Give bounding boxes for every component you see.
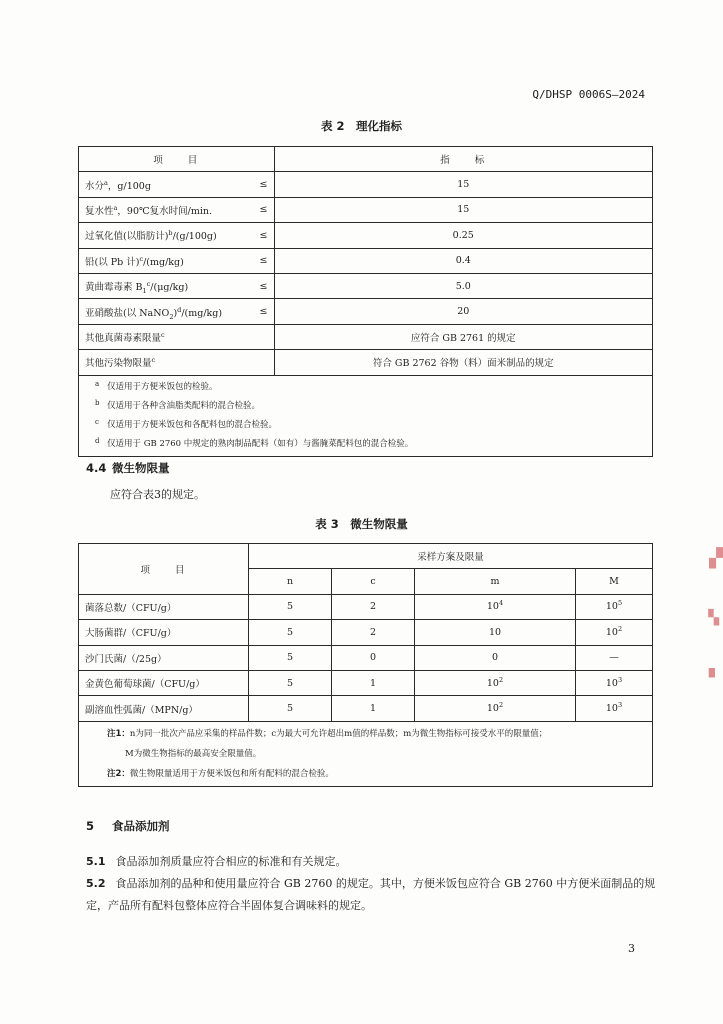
- table3-header-n: n: [249, 569, 332, 594]
- table3-n: 5: [249, 696, 332, 721]
- table3-M: $10^5$: [576, 594, 653, 619]
- seal-fragment-1: ▞: [709, 548, 723, 569]
- table3-header-group: 采样方案及限量: [249, 544, 653, 569]
- table3-notes: [79, 721, 653, 786]
- table2-row: [79, 299, 653, 324]
- table3-caption: 表 3 微生物限量: [315, 517, 408, 531]
- table3-item-name: 副溶血性弧菌/（MPN/g）: [79, 696, 249, 721]
- table2-value: 0.25: [274, 223, 653, 248]
- table3-c: 2: [332, 594, 415, 619]
- table3-m: 10: [415, 620, 576, 645]
- table3-item-name: 菌落总数/（CFU/g）: [79, 594, 249, 619]
- table3-M: —: [576, 645, 653, 670]
- table2-item-name: 过氧化值(以脂肪计)$^b$/(g/100g): [79, 223, 254, 248]
- seal-fragment-3: ▘: [708, 668, 721, 687]
- table3-header-M: M: [576, 569, 653, 594]
- page-number: 3: [628, 942, 635, 955]
- table2-row: [79, 273, 653, 298]
- table3-row: [79, 594, 653, 619]
- table2-item-name: 复水性$^a$，90℃复水时间/min.: [79, 197, 254, 222]
- table2-row: [79, 350, 653, 375]
- section-5-1-para: 5.1 食品添加剂质量应符合相应的标准和有关规定。: [86, 855, 347, 868]
- table2-item-name: 铅(以 Pb 计)$^c$/(mg/kg): [79, 248, 254, 273]
- table2-value: 15: [274, 197, 653, 222]
- table2-row: [79, 248, 653, 273]
- table2-item-name: 水分$^a$，g/100g: [79, 172, 254, 197]
- table2-value: 应符合 GB 2761 的规定: [274, 324, 653, 349]
- table3-M: $10^3$: [576, 670, 653, 695]
- table2-row: [79, 324, 653, 349]
- table3: [78, 543, 653, 787]
- table2-value: 符合 GB 2762 谷物（料）面米制品的规定: [274, 350, 653, 375]
- table3-note-1-cont: M为微生物指标的最高安全限量值。: [125, 748, 262, 759]
- table3-n: 5: [249, 670, 332, 695]
- table3-n: 5: [249, 645, 332, 670]
- table2-operator: ≤: [254, 299, 275, 324]
- table3-c: 1: [332, 696, 415, 721]
- section-4-4-text: 应符合表3的规定。: [110, 488, 205, 501]
- table3-n: 5: [249, 620, 332, 645]
- table2-caption: 表 2 理化指标: [320, 119, 402, 133]
- seal-fragment-2: ▚: [708, 610, 719, 626]
- table3-item-name: 金黄色葡萄球菌/（CFU/g）: [79, 670, 249, 695]
- table2-value: 5.0: [274, 273, 653, 298]
- table3-c: 2: [332, 620, 415, 645]
- table3-n: 5: [249, 594, 332, 619]
- table2-operator: [254, 324, 275, 349]
- table3-m: 0: [415, 645, 576, 670]
- table2-item-name: 其他真菌毒素限量$^c$: [79, 324, 254, 349]
- table3-item-name: 大肠菌群/（CFU/g）: [79, 620, 249, 645]
- table3-M: $10^3$: [576, 696, 653, 721]
- table2-operator: ≤: [254, 248, 275, 273]
- table2-header-indicator: 指 标: [274, 147, 653, 172]
- table3-header-c: c: [332, 569, 415, 594]
- table3-m: $10^4$: [415, 594, 576, 619]
- table2-row: [79, 197, 653, 222]
- table3-note-2: 注2：微生物限量适用于方便米饭包和所有配料的混合检验。: [107, 768, 334, 779]
- table3-m: $10^2$: [415, 670, 576, 695]
- table2-operator: ≤: [254, 197, 275, 222]
- standard-code: Q/DHSP 0006S—2024: [532, 88, 645, 101]
- table2-row: [79, 172, 653, 197]
- table3-c: 0: [332, 645, 415, 670]
- table2-note: c 仅适用于方便米饭包和各配料包的混合检验。: [95, 417, 278, 430]
- table2-item-name: 其他污染物限量$^c$: [79, 350, 254, 375]
- table2-operator: ≤: [254, 273, 275, 298]
- table2-operator: ≤: [254, 172, 275, 197]
- table3-row: [79, 670, 653, 695]
- table3-item-name: 沙门氏菌/（/25g）: [79, 645, 249, 670]
- table2-notes: [79, 375, 653, 456]
- table3-m: $10^2$: [415, 696, 576, 721]
- table2-item-name: 黄曲霉毒素 $B_1^c/(\mu g/kg)$: [79, 273, 254, 298]
- table2-row: [79, 223, 653, 248]
- table3-c: 1: [332, 670, 415, 695]
- table2-value: 0.4: [274, 248, 653, 273]
- table2-note: d 仅适用于 GB 2760 中规定的熟肉制品配料（如有）与酱腌菜配料包的混合检验。: [95, 436, 414, 449]
- table3-header-m: m: [415, 569, 576, 594]
- section-5-heading: 5 食品添加剂: [86, 819, 170, 833]
- table2-header-item: 项 目: [79, 147, 275, 172]
- table3-note-1: 注1：n为同一批次产品应采集的样品件数；c为最大可允许超出m值的样品数；m为微生物指标可接受水平的限量值；: [107, 728, 548, 739]
- section-5-2-para: 5.2 食品添加剂的品种和使用量应符合 GB 2760 的规定。其中，方便米饭包应符合 GB 2760 中方便米面制品的规定，产品所有配料包整体应符合半固体复合调味料的规定。: [86, 877, 656, 912]
- table2-operator: ≤: [254, 223, 275, 248]
- table3-header-item: 项 目: [79, 544, 249, 595]
- table2-operator: [254, 350, 275, 375]
- table3-row: [79, 620, 653, 645]
- table2: [78, 146, 653, 457]
- table2-note: a 仅适用于方便米饭包的检验。: [95, 379, 218, 392]
- table2-value: 15: [274, 172, 653, 197]
- table3-M: $10^2$: [576, 620, 653, 645]
- table3-row: [79, 696, 653, 721]
- section-4-4-heading: 4.4 微生物限量: [86, 461, 170, 475]
- table2-value: 20: [274, 299, 653, 324]
- table3-row: [79, 645, 653, 670]
- table2-note: b 仅适用于各种含油脂类配料的混合检验。: [95, 398, 261, 411]
- table2-item-name: 亚硝酸盐(以 NaNO$_2$)$^d$/(mg/kg): [79, 299, 254, 324]
